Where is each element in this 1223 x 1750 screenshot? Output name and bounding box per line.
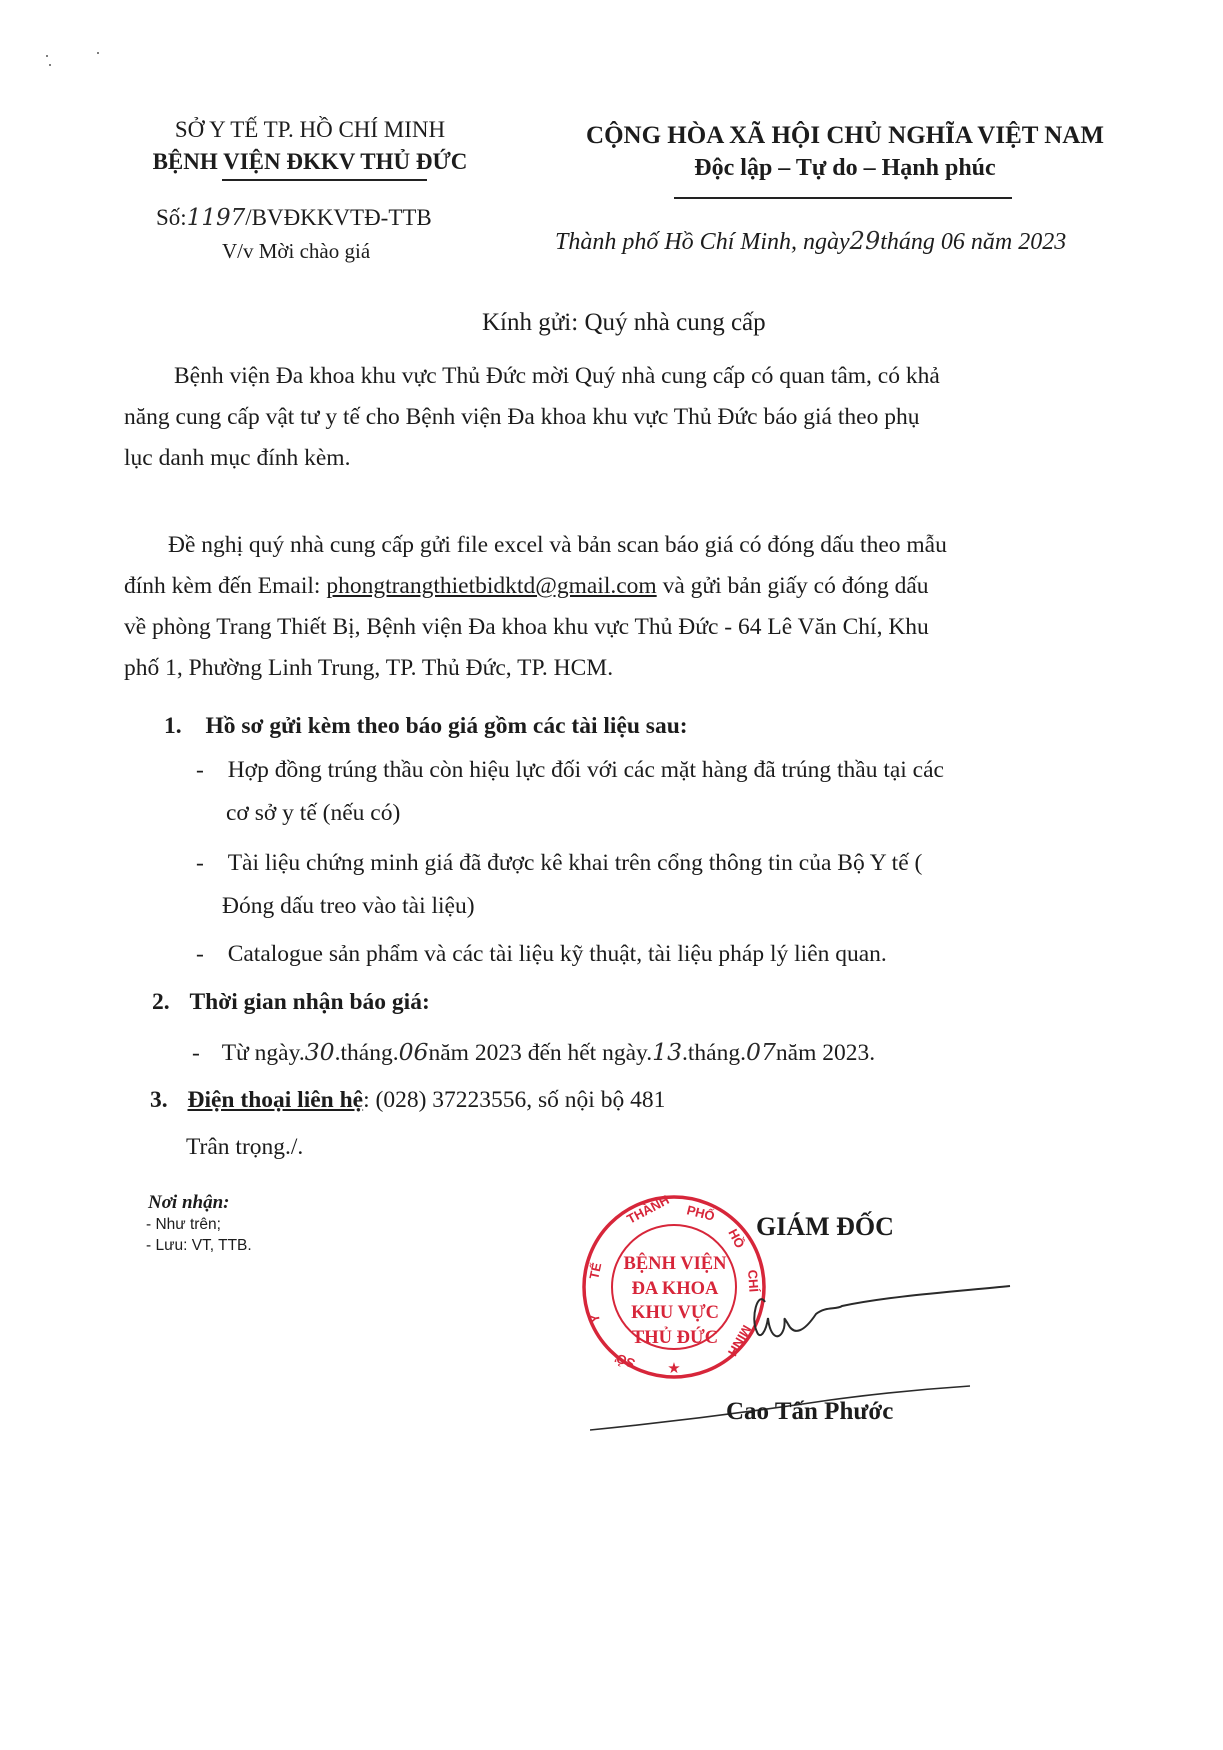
- country-name: CỘNG HÒA XÃ HỘI CHỦ NGHĨA VIỆT NAM: [586, 122, 1104, 149]
- svg-text:PHỐ: PHỐ: [685, 1202, 717, 1224]
- issuer-agency: SỞ Y TẾ TP. HỒ CHÍ MINH: [174, 117, 446, 142]
- intro-line: Bệnh viện Đa khoa khu vực Thủ Đức mời Quý nhà cung cấp có quan tâm, có khả: [174, 363, 940, 389]
- recipient-item: - Lưu: VT, TTB.: [146, 1237, 252, 1254]
- salutation: Kính gửi: Quý nhà cung cấp: [482, 309, 766, 336]
- svg-text:SỞ: SỞ: [613, 1350, 638, 1372]
- scan-speck: [97, 52, 99, 54]
- section-1-item-continuation: Đóng dấu treo vào tài liệu): [222, 893, 475, 919]
- svg-text:★: ★: [667, 1361, 681, 1377]
- scan-speck: [46, 55, 48, 57]
- section-1-item-text: Hợp đồng trúng thầu còn hiệu lực đối với các mặt hàng đã trúng thầu tại các: [227, 757, 944, 783]
- list-dash: -: [196, 941, 204, 967]
- svg-text:CHÍ: CHÍ: [745, 1269, 762, 1293]
- to-year-label: năm 2023.: [775, 1040, 876, 1066]
- section-1-item: [196, 934, 887, 975]
- from-day-handwritten: 30: [304, 1038, 335, 1066]
- svg-text:THÀNH: THÀNH: [624, 1192, 672, 1227]
- national-motto: Độc lập – Tự do – Hạnh phúc: [694, 155, 996, 181]
- issuer-block: [110, 114, 510, 178]
- signer-position: GIÁM ĐỐC: [756, 1212, 894, 1241]
- closing-greeting: Trân trọng./.: [186, 1134, 304, 1160]
- date-day-handwritten: 29: [849, 227, 881, 255]
- recipients-title: Nơi nhận:: [148, 1192, 230, 1213]
- request-line: Đề nghị quý nhà cung cấp gửi file excel và bản scan báo giá có đóng dấu theo mẫu: [168, 532, 947, 558]
- from-month-handwritten: 06: [398, 1038, 429, 1066]
- to-month-label: tháng: [687, 1040, 741, 1066]
- request-line-prefix: đính kèm đến Email:: [124, 573, 327, 599]
- from-year-label: năm 2023 đến hết ngày: [428, 1040, 647, 1066]
- national-header: [540, 120, 1150, 184]
- list-dash: -: [196, 850, 204, 876]
- section-1-heading: [164, 706, 688, 747]
- section-2-number: 2.: [152, 989, 170, 1015]
- intro-line: năng cung cấp vật tư y tế cho Bệnh viện Đa khoa khu vực Thủ Đức báo giá theo phụ: [124, 404, 920, 430]
- request-line: phố 1, Phường Linh Trung, TP. Thủ Đức, TP. HCM.: [124, 655, 614, 681]
- date-suffix: tháng 06 năm 2023: [880, 229, 1067, 255]
- seal-line: THỦ ĐỨC: [631, 1327, 719, 1348]
- document-number-suffix: /BVĐKKVTĐ-TTB: [245, 205, 432, 230]
- list-dash: -: [192, 1040, 200, 1066]
- intro-line: lục danh mục đính kèm.: [124, 445, 351, 471]
- document-number: [156, 204, 432, 232]
- signer-name: Cao Tấn Phước: [726, 1398, 894, 1425]
- section-3-heading: [150, 1080, 665, 1121]
- from-label: Từ ngày: [221, 1040, 299, 1066]
- svg-text:MINH: MINH: [724, 1322, 755, 1359]
- issuer-hospital: BỆNH VIỆN ĐKKV THỦ ĐỨC: [152, 149, 468, 174]
- list-dash: -: [196, 757, 204, 783]
- svg-text:HỒ: HỒ: [725, 1226, 748, 1251]
- svg-text:Y: Y: [586, 1312, 603, 1325]
- scan-speck: [49, 64, 51, 66]
- contact-phone: : (028) 37223556, số nội bộ 481: [363, 1087, 666, 1113]
- to-month-handwritten: 07: [746, 1038, 776, 1066]
- seal-line: BỆNH VIỆN: [623, 1254, 727, 1274]
- section-1-item: [196, 750, 944, 791]
- document-subject: V/v Mời chào giá: [222, 239, 371, 263]
- section-1-title: Hồ sơ gửi kèm theo báo giá gồm các tài liệu sau:: [205, 713, 688, 739]
- section-3-title: Điện thoại liên hệ: [187, 1087, 364, 1113]
- section-3-number: 3.: [150, 1087, 168, 1113]
- section-1-item-text: Catalogue sản phẩm và các tài liệu kỹ thuật, tài liệu pháp lý liên quan.: [227, 941, 887, 967]
- document-number-label: Số:: [156, 205, 187, 230]
- svg-text:TẾ: TẾ: [586, 1261, 605, 1281]
- request-paragraph: [124, 525, 947, 689]
- contact-email-link[interactable]: phongtrangthietbidktd@gmail.com: [326, 573, 657, 599]
- date-prefix: Thành phố Hồ Chí Minh, ngày: [555, 229, 850, 255]
- section-2-title: Thời gian nhận báo giá:: [189, 989, 430, 1015]
- request-line-suffix: và gửi bản giấy có đóng dấu: [656, 573, 929, 599]
- request-line: về phòng Trang Thiết Bị, Bệnh viện Đa khoa khu vực Thủ Đức - 64 Lê Văn Chí, Khu: [124, 614, 929, 640]
- recipient-item: - Như trên;: [146, 1216, 221, 1233]
- issuer-underline: [222, 179, 427, 181]
- section-1-item-continuation: cơ sở y tế (nếu có): [226, 800, 401, 826]
- seal-line: ĐA KHOA: [631, 1278, 719, 1299]
- request-line: [124, 566, 947, 607]
- quotation-period: - Từ ngày.30.tháng.06năm 2023 đến hết ngày.13.tháng.07năm 2023.: [192, 1038, 876, 1066]
- section-1-item: [196, 843, 922, 884]
- document-date: [555, 226, 1066, 257]
- section-2-heading: [152, 982, 430, 1023]
- document-number-handwritten: 1197: [186, 205, 246, 231]
- section-1-number: 1.: [164, 713, 182, 739]
- to-day-handwritten: 13: [652, 1038, 683, 1066]
- intro-paragraph: [124, 356, 940, 479]
- recipients-block: [148, 1192, 252, 1256]
- motto-underline: [674, 197, 1012, 199]
- from-month-label: tháng: [340, 1040, 393, 1066]
- section-1-item-text: Tài liệu chứng minh giá đã được kê khai trên cổng thông tin của Bộ Y tế (: [227, 850, 923, 876]
- seal-line: KHU VỰC: [631, 1303, 719, 1323]
